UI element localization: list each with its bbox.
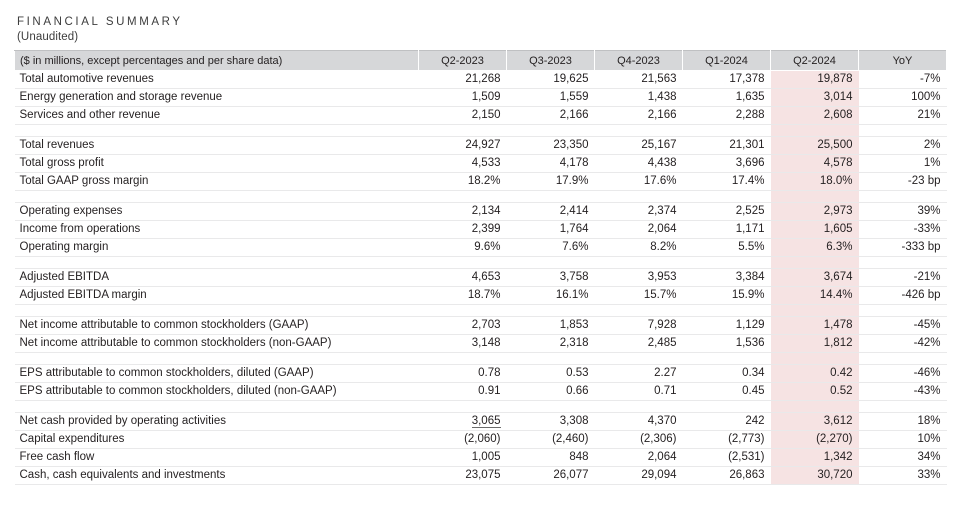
cell-value: (2,270) [771, 431, 859, 449]
row-label: Operating expenses [15, 203, 419, 221]
cell-value: 0.42 [771, 365, 859, 383]
cell-value: 21,563 [595, 71, 683, 89]
cell-value [595, 257, 683, 269]
column-header-units: ($ in millions, except percentages and per share data) [15, 51, 419, 71]
cell-value: 25,500 [771, 137, 859, 155]
cell-value: 848 [507, 449, 595, 467]
cell-yoy [859, 125, 947, 137]
cell-value [507, 191, 595, 203]
cell-yoy: -43% [859, 383, 947, 401]
column-header-q2-2024: Q2-2024 [771, 51, 859, 71]
cell-value: 7.6% [507, 239, 595, 257]
cell-value [595, 125, 683, 137]
cell-value: 3,384 [683, 269, 771, 287]
cell-value: 2,166 [507, 107, 595, 125]
cell-value [771, 257, 859, 269]
table-row [15, 449, 947, 467]
row-label: Total automotive revenues [15, 71, 419, 89]
row-label: Adjusted EBITDA [15, 269, 419, 287]
cell-value: 242 [683, 413, 771, 431]
cell-value: 1,509 [419, 89, 507, 107]
cell-value: 2,485 [595, 335, 683, 353]
cell-value: 2.27 [595, 365, 683, 383]
row-label: Services and other revenue [15, 107, 419, 125]
cell-value [419, 401, 507, 413]
cell-value: 9.6% [419, 239, 507, 257]
cell-value: 2,525 [683, 203, 771, 221]
cell-value: 18.0% [771, 173, 859, 191]
table-header [15, 51, 947, 71]
cell-value: 23,350 [507, 137, 595, 155]
cell-value: 4,578 [771, 155, 859, 173]
cell-value: 2,288 [683, 107, 771, 125]
cell-value [507, 257, 595, 269]
cell-value: 1,853 [507, 317, 595, 335]
cell-yoy: 21% [859, 107, 947, 125]
cell-value: 3,308 [507, 413, 595, 431]
cell-value [683, 191, 771, 203]
table-row [15, 365, 947, 383]
cell-value: 18.2% [419, 173, 507, 191]
table-row [15, 173, 947, 191]
cell-value [683, 401, 771, 413]
row-label: Free cash flow [15, 449, 419, 467]
column-header-q3-2023: Q3-2023 [507, 51, 595, 71]
cell-value: 4,370 [595, 413, 683, 431]
cell-value: 3,953 [595, 269, 683, 287]
cell-value [771, 125, 859, 137]
column-header-q1-2024: Q1-2024 [683, 51, 771, 71]
cell-value: 2,973 [771, 203, 859, 221]
row-spacer-label [15, 353, 419, 365]
cell-value [595, 401, 683, 413]
cell-value: 0.66 [507, 383, 595, 401]
cell-value: 14.4% [771, 287, 859, 305]
cell-value: (2,531) [683, 449, 771, 467]
table-spacer-row [15, 401, 947, 413]
cell-value [683, 125, 771, 137]
row-spacer-label [15, 401, 419, 413]
row-label: Total gross profit [15, 155, 419, 173]
table-row [15, 107, 947, 125]
cell-value: 0.34 [683, 365, 771, 383]
table-row [15, 137, 947, 155]
row-label: Total GAAP gross margin [15, 173, 419, 191]
cell-value: 26,077 [507, 467, 595, 485]
financial-summary-table [14, 50, 947, 485]
cell-value: (2,060) [419, 431, 507, 449]
table-spacer-row [15, 305, 947, 317]
row-label: Cash, cash equivalents and investments [15, 467, 419, 485]
cell-yoy: -46% [859, 365, 947, 383]
cell-yoy: -21% [859, 269, 947, 287]
cell-value [507, 401, 595, 413]
cell-value: 1,812 [771, 335, 859, 353]
cell-value [507, 353, 595, 365]
cell-yoy: 39% [859, 203, 947, 221]
cell-value: 1,342 [771, 449, 859, 467]
cell-value: 17.4% [683, 173, 771, 191]
row-label: Total revenues [15, 137, 419, 155]
cell-value: 1,005 [419, 449, 507, 467]
table-row [15, 431, 947, 449]
cell-value: 0.53 [507, 365, 595, 383]
cell-value: 1,764 [507, 221, 595, 239]
cell-value: 2,166 [595, 107, 683, 125]
cell-value: 7,928 [595, 317, 683, 335]
table-spacer-row [15, 125, 947, 137]
cell-value: 3,612 [771, 413, 859, 431]
cell-value: 0.45 [683, 383, 771, 401]
cell-yoy: -426 bp [859, 287, 947, 305]
cell-value [771, 401, 859, 413]
cell-yoy [859, 191, 947, 203]
cell-value [419, 413, 507, 431]
cell-value: 1,129 [683, 317, 771, 335]
row-label: Income from operations [15, 221, 419, 239]
cell-value: 2,134 [419, 203, 507, 221]
row-label: Net cash provided by operating activities [15, 413, 419, 431]
cell-value: 1,605 [771, 221, 859, 239]
table-row [15, 317, 947, 335]
cell-value [419, 191, 507, 203]
cell-value: 3,758 [507, 269, 595, 287]
column-header-q2-2023: Q2-2023 [419, 51, 507, 71]
table-body [15, 71, 947, 485]
cell-value: 1,478 [771, 317, 859, 335]
cell-value: 4,438 [595, 155, 683, 173]
cell-value: 16.1% [507, 287, 595, 305]
cell-value: 2,608 [771, 107, 859, 125]
cell-value: 30,720 [771, 467, 859, 485]
page-title: FINANCIAL SUMMARY [17, 16, 183, 28]
cell-value [595, 191, 683, 203]
cell-value: 29,094 [595, 467, 683, 485]
table-row [15, 71, 947, 89]
cell-value: 19,878 [771, 71, 859, 89]
cell-yoy [859, 353, 947, 365]
row-spacer-label [15, 191, 419, 203]
row-label: Operating margin [15, 239, 419, 257]
cell-value [683, 353, 771, 365]
cell-value: 2,064 [595, 449, 683, 467]
cell-yoy: 10% [859, 431, 947, 449]
cell-value: 1,536 [683, 335, 771, 353]
cell-value [771, 191, 859, 203]
cell-value: (2,460) [507, 431, 595, 449]
cell-value: 15.9% [683, 287, 771, 305]
row-label: EPS attributable to common stockholders, diluted (GAAP) [15, 365, 419, 383]
cell-value: 0.71 [595, 383, 683, 401]
table-row [15, 203, 947, 221]
cell-value: 6.3% [771, 239, 859, 257]
cell-value: (2,773) [683, 431, 771, 449]
cell-value [507, 305, 595, 317]
table-row [15, 269, 947, 287]
cell-yoy: 1% [859, 155, 947, 173]
table-spacer-row [15, 353, 947, 365]
cell-value [771, 305, 859, 317]
cell-value: 18.7% [419, 287, 507, 305]
row-label: Energy generation and storage revenue [15, 89, 419, 107]
cell-value: 2,399 [419, 221, 507, 239]
row-spacer-label [15, 125, 419, 137]
cell-yoy: -7% [859, 71, 947, 89]
cell-value [419, 353, 507, 365]
table-row [15, 89, 947, 107]
cell-yoy: 100% [859, 89, 947, 107]
cell-yoy: 2% [859, 137, 947, 155]
cell-value: 0.78 [419, 365, 507, 383]
cell-yoy: 34% [859, 449, 947, 467]
cell-value: 2,374 [595, 203, 683, 221]
row-spacer-label [15, 305, 419, 317]
cell-value [595, 305, 683, 317]
cell-value: 4,653 [419, 269, 507, 287]
cell-value: 1,438 [595, 89, 683, 107]
cell-value: 21,268 [419, 71, 507, 89]
table-header-row [15, 51, 947, 71]
cell-yoy: -42% [859, 335, 947, 353]
cell-yoy: -45% [859, 317, 947, 335]
cell-value: 3,674 [771, 269, 859, 287]
cell-value [419, 125, 507, 137]
cell-yoy: -33% [859, 221, 947, 239]
cell-value: 4,178 [507, 155, 595, 173]
cell-yoy: 18% [859, 413, 947, 431]
column-header-q4-2023: Q4-2023 [595, 51, 683, 71]
cell-value: 24,927 [419, 137, 507, 155]
cell-value: 3,696 [683, 155, 771, 173]
cell-value: 2,318 [507, 335, 595, 353]
table-spacer-row [15, 257, 947, 269]
table-row [15, 335, 947, 353]
cell-value: 5.5% [683, 239, 771, 257]
cell-value: 26,863 [683, 467, 771, 485]
cell-value: 2,703 [419, 317, 507, 335]
cell-value: 17,378 [683, 71, 771, 89]
row-spacer-label [15, 257, 419, 269]
table-row [15, 287, 947, 305]
cell-value: 1,559 [507, 89, 595, 107]
cell-value [419, 305, 507, 317]
cell-yoy [859, 401, 947, 413]
cell-value: 1,171 [683, 221, 771, 239]
table-row [15, 383, 947, 401]
cell-value: 17.6% [595, 173, 683, 191]
cell-value-underlined: 3,065 [471, 415, 501, 427]
cell-value: 21,301 [683, 137, 771, 155]
table-row [15, 221, 947, 239]
cell-value: 2,064 [595, 221, 683, 239]
cell-value: 3,148 [419, 335, 507, 353]
cell-value: (2,306) [595, 431, 683, 449]
cell-yoy: -333 bp [859, 239, 947, 257]
cell-value: 8.2% [595, 239, 683, 257]
cell-value [595, 353, 683, 365]
cell-yoy: 33% [859, 467, 947, 485]
column-header-yoy: YoY [859, 51, 947, 71]
cell-value [683, 305, 771, 317]
cell-yoy [859, 305, 947, 317]
cell-value [683, 257, 771, 269]
cell-value: 2,414 [507, 203, 595, 221]
cell-value: 25,167 [595, 137, 683, 155]
cell-value [771, 353, 859, 365]
cell-value: 23,075 [419, 467, 507, 485]
row-label: Capital expenditures [15, 431, 419, 449]
cell-value: 1,635 [683, 89, 771, 107]
cell-yoy [859, 257, 947, 269]
cell-value: 3,014 [771, 89, 859, 107]
page-subtitle: (Unaudited) [17, 31, 79, 43]
table-spacer-row [15, 191, 947, 203]
cell-value: 0.52 [771, 383, 859, 401]
cell-value: 2,150 [419, 107, 507, 125]
cell-yoy: -23 bp [859, 173, 947, 191]
cell-value [419, 257, 507, 269]
table-row [15, 467, 947, 485]
table-row [15, 155, 947, 173]
table-row [15, 239, 947, 257]
table-row [15, 413, 947, 431]
cell-value: 19,625 [507, 71, 595, 89]
cell-value [507, 125, 595, 137]
row-label: EPS attributable to common stockholders, diluted (non-GAAP) [15, 383, 419, 401]
cell-value: 15.7% [595, 287, 683, 305]
cell-value: 17.9% [507, 173, 595, 191]
cell-value: 4,533 [419, 155, 507, 173]
row-label: Adjusted EBITDA margin [15, 287, 419, 305]
row-label: Net income attributable to common stockholders (GAAP) [15, 317, 419, 335]
cell-value: 0.91 [419, 383, 507, 401]
row-label: Net income attributable to common stockholders (non-GAAP) [15, 335, 419, 353]
